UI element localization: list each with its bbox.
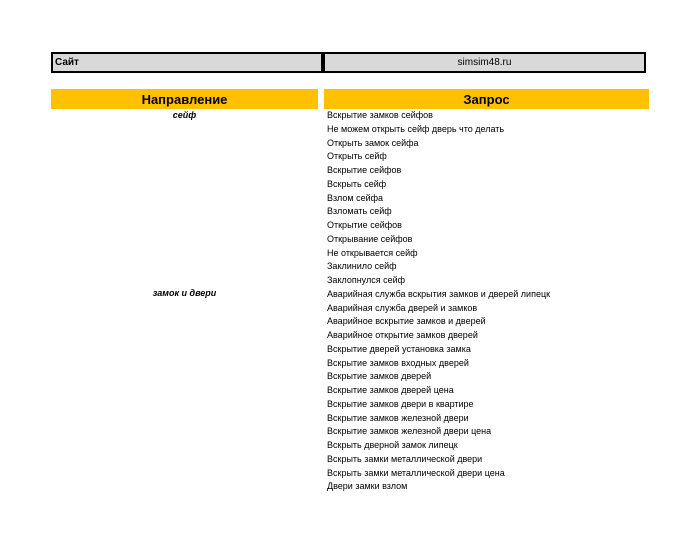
site-value: simsim48.ru — [457, 57, 512, 68]
direction-column-header[interactable] — [51, 89, 318, 109]
direction-header-label: Направление — [141, 92, 228, 107]
request-cell[interactable]: Вскрыть замки металлической двери цена — [327, 467, 505, 478]
request-cell[interactable]: Открыть замок сейфа — [327, 137, 419, 148]
request-cell[interactable]: Взломать сейф — [327, 206, 392, 217]
request-cell[interactable]: Вскрыть замки металлической двери — [327, 453, 483, 464]
request-header-label: Запрос — [463, 92, 510, 107]
request-cell[interactable]: Открывание сейфов — [327, 233, 413, 244]
request-cell[interactable]: Открытие сейфов — [327, 220, 402, 230]
site-label-cell[interactable] — [51, 52, 323, 73]
request-cell[interactable]: Вскрытие дверей установка замка — [327, 343, 471, 354]
request-cell[interactable]: Вскрытие замков дверей — [327, 371, 432, 382]
site-label: Сайт — [55, 57, 79, 68]
request-cell[interactable]: Не можем открыть сейф дверь что делать — [327, 123, 505, 134]
request-cell[interactable]: Не открывается сейф — [327, 247, 418, 258]
request-cell[interactable]: Заклинило сейф — [327, 261, 397, 272]
direction-cell-safe[interactable]: сейф — [172, 110, 197, 120]
request-cell[interactable]: Вскрытие замков сейфов — [327, 110, 433, 120]
request-cell[interactable]: Вскрытие замков дверей цена — [327, 385, 454, 395]
request-cell[interactable]: Аварийное вскрытие замков и дверей — [327, 316, 486, 327]
request-cell[interactable]: Аварийная служба вскрытия замков и дверей липецк — [327, 288, 551, 299]
request-cell[interactable]: Открыть сейф — [327, 151, 387, 162]
request-cell[interactable]: Аварийное открытие замков дверей — [327, 330, 478, 340]
request-cell[interactable]: Вскрытие замков входных дверей — [327, 357, 469, 368]
request-cell[interactable]: Вскрыть дверной замок липецк — [327, 440, 458, 450]
request-cell[interactable]: Вскрыть сейф — [327, 178, 387, 189]
request-column-header[interactable] — [324, 89, 649, 109]
request-cell[interactable]: Двери замки взлом — [327, 481, 408, 492]
request-cell[interactable]: Вскрытие замков железной двери — [327, 412, 469, 423]
request-cell[interactable]: Взлом сейфа — [327, 192, 384, 203]
site-value-cell[interactable] — [323, 52, 646, 73]
direction-cell-locks-doors[interactable]: замок и двери — [152, 288, 217, 298]
request-cell[interactable]: Вскрытие сейфов — [327, 165, 402, 175]
request-cell[interactable]: Вскрытие замков двери в квартире — [327, 398, 474, 409]
request-cell[interactable]: Вскрытие замков железной двери цена — [327, 426, 492, 437]
request-list — [324, 109, 649, 494]
request-cell[interactable]: Заклопнулся сейф — [327, 275, 406, 285]
request-cell[interactable]: Аварийная служба дверей и замков — [327, 302, 478, 313]
